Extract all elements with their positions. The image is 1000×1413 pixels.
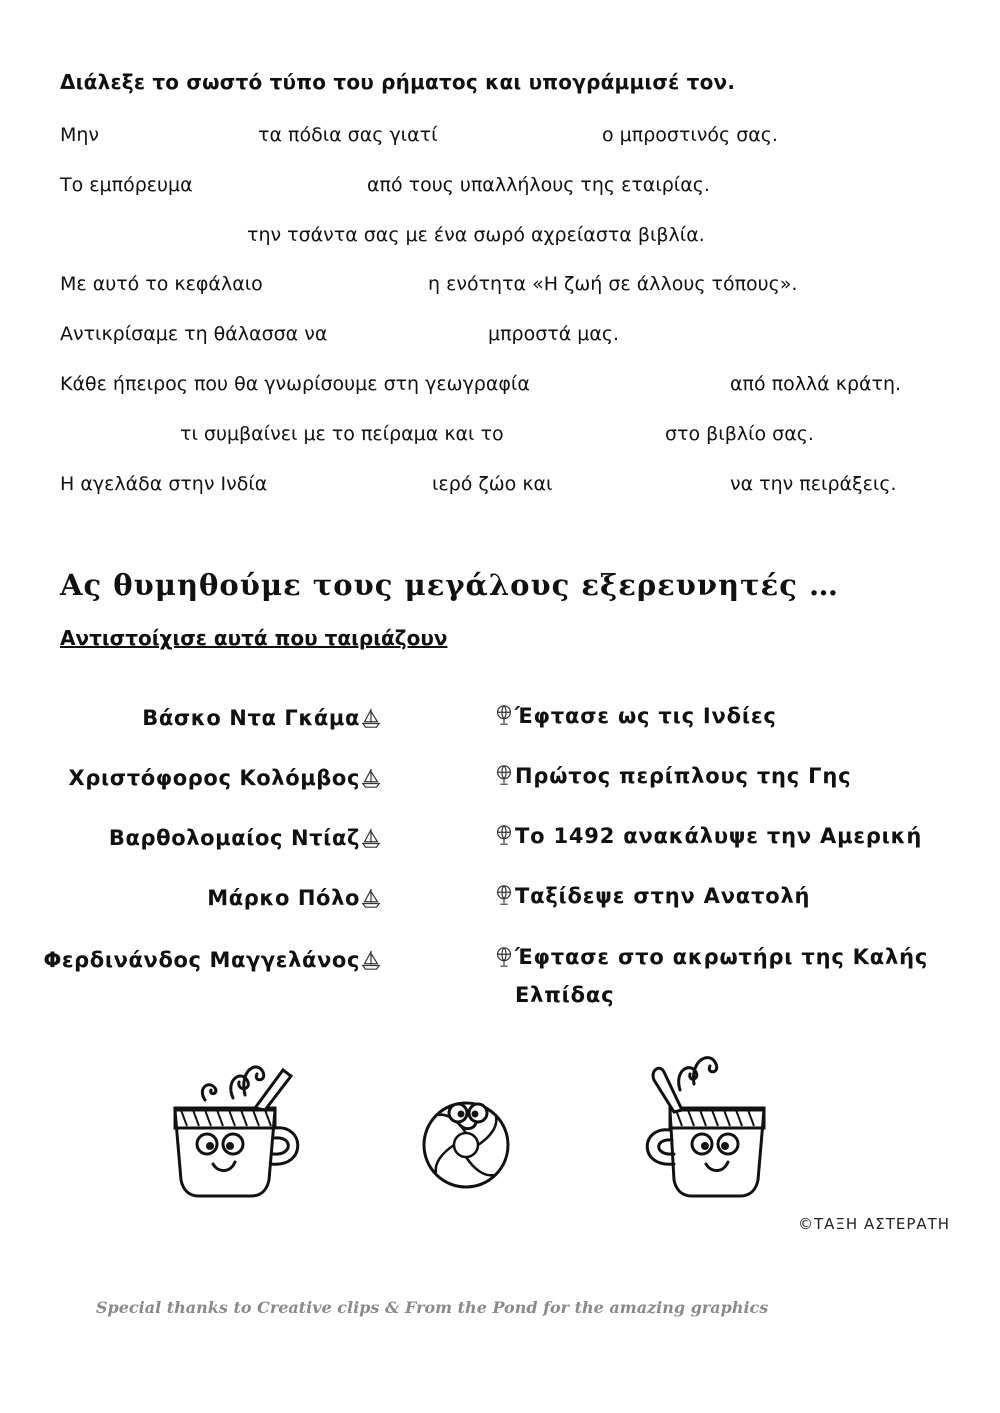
- explorer-item: [109, 826, 382, 850]
- sentence-2-part-1: Το εμπόρευμα: [60, 174, 193, 196]
- globe-icon: [493, 764, 515, 786]
- achievement-text: Το 1492 ανακάλυψε την Αμερική: [515, 824, 923, 848]
- sailboat-icon: [360, 949, 382, 971]
- explorer-item: [43, 948, 382, 972]
- sentence-5-part-2: μπροστά μας.: [488, 323, 620, 345]
- explorer-item: [69, 766, 382, 790]
- achievement-text: Πρώτος περίπλους της Γης: [515, 764, 852, 788]
- sentence-6-part-1: Κάθε ήπειρος που θα γνωρίσουμε στη γεωγραφία: [60, 373, 530, 395]
- explorer-name: Μάρκο Πόλο: [207, 886, 360, 910]
- achievement-text: Ταξίδεψε στην Ανατολή: [515, 884, 811, 908]
- sentence-1-part-3: ο μπροστινός σας.: [602, 124, 778, 146]
- sentence-7-part-1: τι συμβαίνει με το πείραμα και το: [180, 423, 504, 445]
- globe-icon: [493, 884, 515, 906]
- sailboat-icon: [360, 827, 382, 849]
- explorer-name: Χριστόφορος Κολόμβος: [68, 766, 360, 790]
- cocoa-cup-illustration: [165, 1040, 310, 1200]
- cocoa-cup-illustration: [630, 1040, 780, 1200]
- explorer-name: Βάσκο Ντα Γκάμα: [142, 706, 360, 730]
- sentence-8-part-3: να την πειράξεις.: [730, 473, 897, 495]
- sentence-6-part-2: από πολλά κράτη.: [730, 373, 902, 395]
- globe-icon: [493, 824, 515, 846]
- achievement-text: Έφτασε ως τις Ινδίες: [515, 704, 777, 728]
- sentence-5-part-1: Αντικρίσαμε τη θάλασσα να: [60, 323, 328, 345]
- globe-icon: [493, 946, 515, 968]
- achievement-item: [493, 764, 851, 788]
- credits-note: Special thanks to Creative clips & From the Pond for the amazing graphics: [96, 1298, 769, 1317]
- explorer-item: [142, 706, 382, 730]
- sailboat-icon: [360, 767, 382, 789]
- sentence-7-part-2: στο βιβλίο σας.: [665, 423, 814, 445]
- peppermint-candy-illustration: [418, 1093, 516, 1191]
- explorer-name: Βαρθολομαίος Ντίαζ: [108, 826, 360, 850]
- sentence-8-part-2: ιερό ζώο και: [432, 473, 553, 495]
- matching-instruction: Αντιστοίχισε αυτά που ταιριάζουν: [60, 626, 448, 650]
- exercise-heading: Διάλεξε το σωστό τύπο του ρήματος και υπογράμμισέ τον.: [60, 70, 736, 94]
- achievement-text: Έφτασε στο ακρωτήρι της Καλής Ελπίδας: [515, 945, 929, 1007]
- section-title: Ας θυμηθούμε τους μεγάλους εξερευνητές …: [60, 568, 839, 602]
- achievement-item: [493, 946, 935, 1014]
- sentence-3-part-1: την τσάντα σας με ένα σωρό αχρείαστα βιβλία.: [247, 224, 705, 246]
- sentence-4-part-2: η ενότητα «Η ζωή σε άλλους τόπους».: [428, 273, 798, 295]
- achievement-item: [493, 704, 777, 728]
- sailboat-icon: [360, 707, 382, 729]
- copyright-notice: ©ΤΑΞΗ ΑΣΤΕΡΑΤΗ: [798, 1215, 951, 1233]
- sailboat-icon: [360, 887, 382, 909]
- achievement-item: [493, 884, 810, 908]
- sentence-1-part-1: Μην: [60, 124, 100, 146]
- explorer-name: Φερδινάνδος Μαγγελάνος: [43, 948, 360, 972]
- sentence-1-part-2: τα πόδια σας γιατί: [258, 124, 438, 146]
- sentence-2-part-2: από τους υπαλλήλους της εταιρίας.: [367, 174, 710, 196]
- globe-icon: [493, 704, 515, 726]
- sentence-4-part-1: Με αυτό το κεφάλαιο: [60, 273, 263, 295]
- achievement-item: [493, 824, 922, 848]
- sentence-8-part-1: Η αγελάδα στην Ινδία: [60, 473, 268, 495]
- explorer-item: [207, 886, 382, 910]
